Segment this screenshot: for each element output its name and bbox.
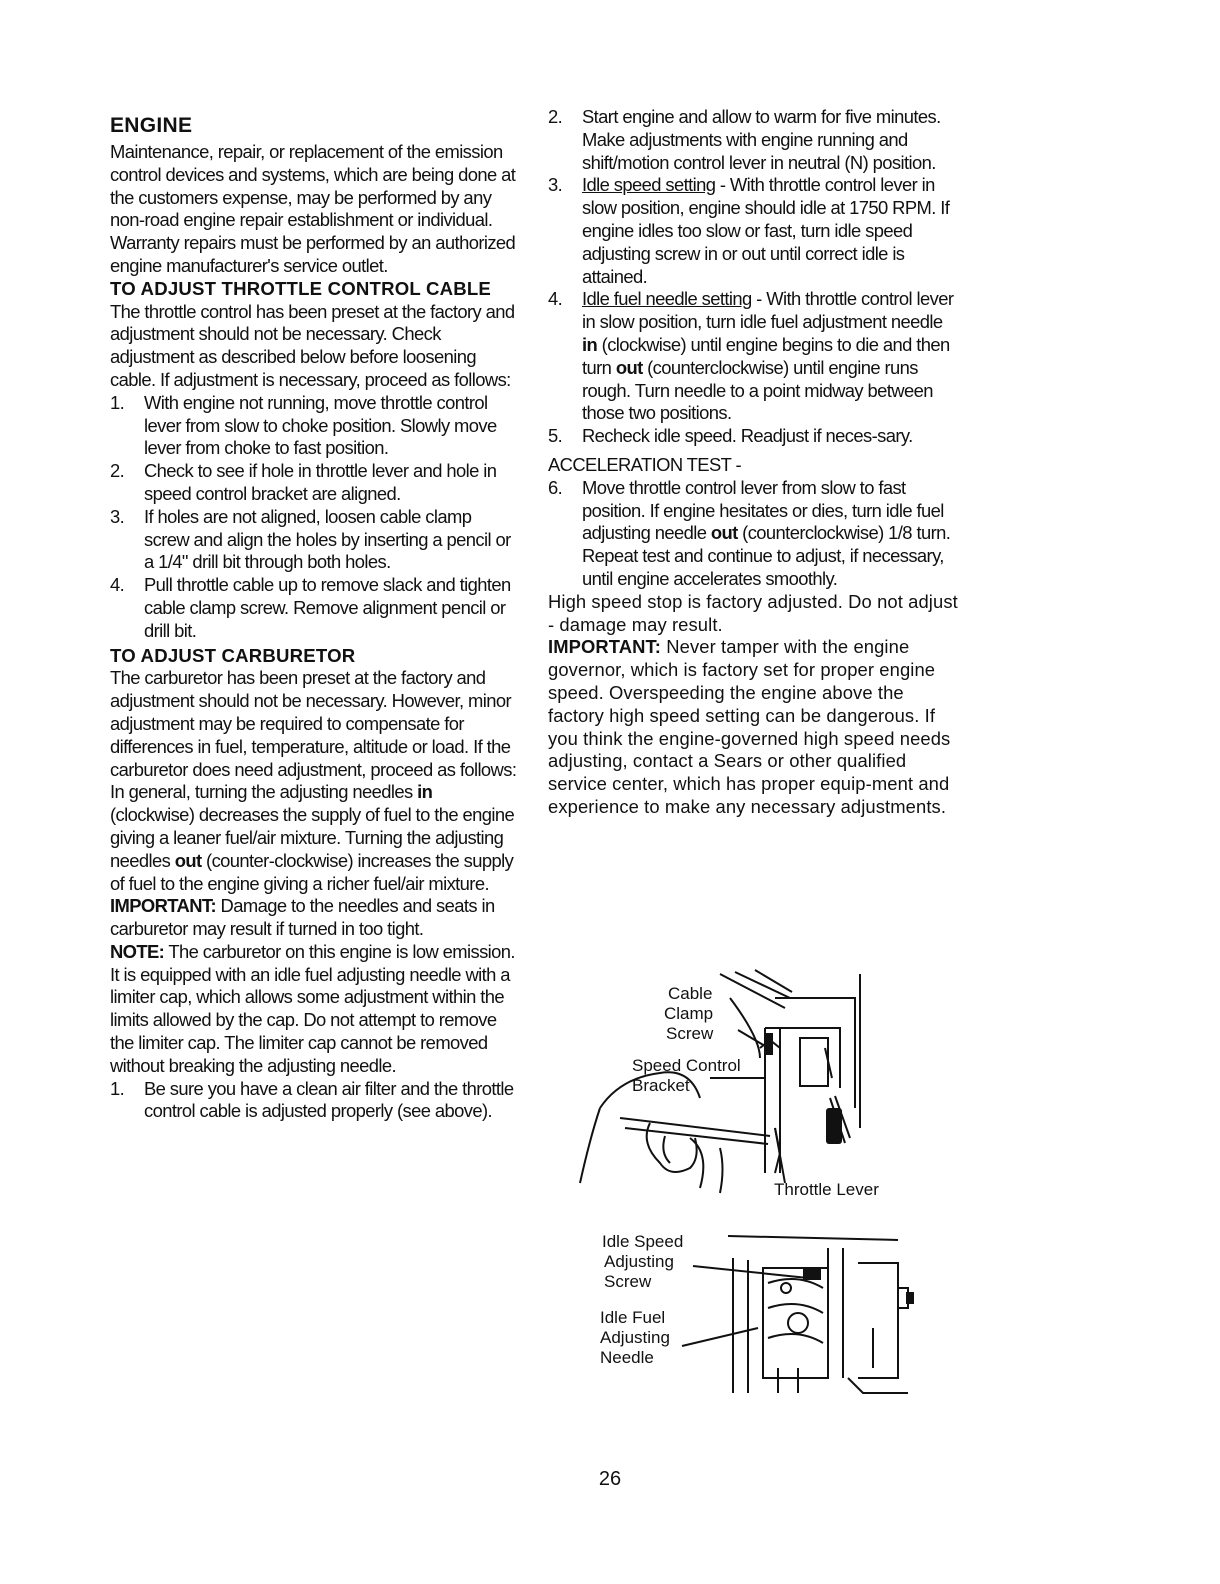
- throttle-steps: [110, 392, 520, 643]
- acceleration-test-heading: ACCELERATION TEST -: [548, 453, 741, 475]
- step-text: Recheck idle speed. Readjust if neces-sary.: [582, 425, 913, 447]
- throttle-intro: The throttle control has been preset at the factory and adjustment should not be necessary. Check adjustment as described below before loosening cable. If adjustment is necessary, proceed as follows:: [110, 300, 515, 390]
- throttle-lever-drawing: [570, 968, 930, 1208]
- idle-fuel-label-line1: Idle Fuel: [600, 1308, 666, 1327]
- carburetor-heading: TO ADJUST CARBURETOR: [110, 644, 356, 666]
- step-text: - With throttle control lever in slow position, engine should idle at 1750 RPM. If engine idles too slow or fast, turn idle speed adjusting screw in or out until correct idle is attained.: [582, 174, 950, 287]
- step-number: 1.: [110, 1077, 125, 1099]
- step-number: 4.: [110, 574, 125, 596]
- text-run: In general, turning the adjusting needles: [110, 781, 418, 803]
- step-number: 6.: [548, 476, 563, 498]
- left-column: [110, 112, 520, 1123]
- note-text: The carburetor on this engine is low emission. It is equipped with an idle fuel adjusting needle with a limiter cap, which allows some adjustment within the limits allowed by the cap. Do not attempt to remove the limiter cap. The limiter cap cannot be removed without breaking the adjusting needle.: [110, 940, 515, 1076]
- idle-speed-label-line2: Adjusting: [604, 1252, 674, 1271]
- idle-fuel-needle-setting-label: Idle fuel needle setting: [582, 288, 752, 310]
- bold-in: in: [582, 333, 598, 355]
- important-text: Never tamper with the engine governor, which is factory set for proper engine speed. Overspeeding the engine above the factory high speed setting can be dangerous. If you think the engine-governed high speed needs adjusting, contact a Sears or other qualified service center, which has proper equip-ment and experience to make any necessary adjustments.: [548, 636, 951, 817]
- text-run: (clockwise) until engine begins to die and then turn: [582, 333, 950, 378]
- carb-step-3: [548, 174, 958, 288]
- important-label: IMPORTANT:: [110, 895, 217, 917]
- text-run: Move throttle control lever from slow to fast position. If engine hesitates or dies, turn idle fuel adjusting needle: [582, 476, 944, 544]
- throttle-step: [110, 574, 520, 642]
- step-number: 1.: [110, 391, 125, 413]
- step-text: Be sure you have a clean air filter and the throttle control cable is adjusted properly (see above).: [144, 1077, 514, 1122]
- bold-in: in: [417, 781, 433, 803]
- throttle-heading: TO ADJUST THROTTLE CONTROL CABLE: [110, 277, 492, 299]
- bold-out: out: [615, 356, 643, 378]
- idle-fuel-label-line2: Adjusting: [600, 1328, 670, 1347]
- step-text: With engine not running, move throttle control lever from slow to choke position. Slowly move lever from choke to fast position.: [144, 391, 497, 459]
- step-text: Start engine and allow to warm for five minutes. Make adjustments with engine running and shift/motion control lever in neutral (N) position.: [582, 106, 941, 173]
- carb-step-4: [548, 288, 958, 425]
- step-text: If holes are not aligned, loosen cable clamp screw and align the holes by inserting a pencil or a 1/4" drill bit through both holes.: [144, 505, 511, 573]
- bracket-label-line2: Bracket: [632, 1076, 690, 1095]
- idle-speed-label-line1: Idle Speed: [602, 1232, 684, 1251]
- bracket-label-line1: Speed Control: [632, 1056, 741, 1075]
- page-number: 26: [598, 1468, 622, 1490]
- carb-step-5: [548, 425, 958, 448]
- step-text: Check to see if hole in throttle lever and hole in speed control bracket are aligned.: [144, 460, 497, 504]
- right-column: [548, 106, 958, 819]
- cable-label-line2: Clamp: [664, 1004, 714, 1023]
- text-run: (counterclockwise) 1/8 turn. Repeat test and continue to adjust, if necessary, until engine accelerates smoothly.: [582, 522, 951, 589]
- text-run: - With throttle control lever in slow position, turn idle fuel adjustment needle: [582, 288, 954, 333]
- carb-step-2: [548, 106, 958, 174]
- carb-step-6: [548, 477, 958, 591]
- step-number: 5.: [548, 425, 563, 447]
- throttle-lever-figure: [570, 968, 930, 1208]
- bold-out: out: [710, 522, 738, 544]
- important-text: Damage to the needles and seats in carburetor may result if turned in too tight.: [110, 895, 495, 940]
- idle-speed-setting-label: Idle speed setting: [582, 174, 716, 196]
- carburetor-needles-paragraph: [110, 781, 520, 895]
- idle-adjustment-figure: [598, 1228, 928, 1398]
- carburetor-intro: The carburetor has been preset at the factory and adjustment should not be necessary. However, minor adjustment may be required to compensate for differences in fuel, temperature, altitude or load. If the carburetor does need adjustment, proceed as follows:: [110, 667, 517, 780]
- engine-intro: Maintenance, repair, or replacement of the emission control devices and systems, which are being done at the customers expense, may be performed by any non-road engine repair establishment or individual. Warranty repairs must be performed by an authorized engine manufacturer's service outlet.: [110, 141, 516, 276]
- text-run: (clockwise) decreases the supply of fuel to the engine giving a leaner fuel/air mixture. Turning the adjusting needles: [110, 804, 515, 871]
- engine-heading: ENGINE: [110, 114, 193, 137]
- throttle-step: [110, 506, 520, 574]
- step-number: 4.: [548, 288, 563, 310]
- note-paragraph: [110, 941, 520, 1078]
- step-number: 2.: [110, 460, 125, 482]
- important-label: IMPORTANT:: [548, 636, 662, 658]
- throttle-step: [110, 392, 520, 460]
- step-number: 3.: [548, 174, 563, 196]
- note-label: NOTE:: [110, 940, 165, 962]
- carb-step-1: [110, 1078, 520, 1124]
- idle-fuel-label-line3: Needle: [600, 1348, 654, 1367]
- throttle-lever-label: Throttle Lever: [774, 1180, 879, 1199]
- step-number: 2.: [548, 106, 563, 127]
- step-text: Pull throttle cable up to remove slack and tighten cable clamp screw. Remove alignment pencil or drill bit.: [144, 574, 511, 641]
- throttle-step: [110, 460, 520, 506]
- idle-speed-label-line3: Screw: [604, 1272, 652, 1291]
- text-run: (counter-clockwise) increases the supply of fuel to the engine giving a richer fuel/air mixture.: [110, 849, 514, 894]
- bold-out: out: [174, 849, 202, 871]
- step-number: 3.: [110, 505, 125, 527]
- cable-label-line1: Cable: [668, 984, 713, 1003]
- important-note-left: [110, 895, 520, 941]
- cable-label-line3: Screw: [666, 1024, 714, 1043]
- important-note-right: [548, 636, 958, 818]
- high-speed-stop-note: High speed stop is factory adjusted. Do not adjust - damage may result.: [548, 590, 958, 635]
- text-run: (counterclockwise) until engine runs rough. Turn needle to a point midway between those two positions.: [582, 356, 933, 424]
